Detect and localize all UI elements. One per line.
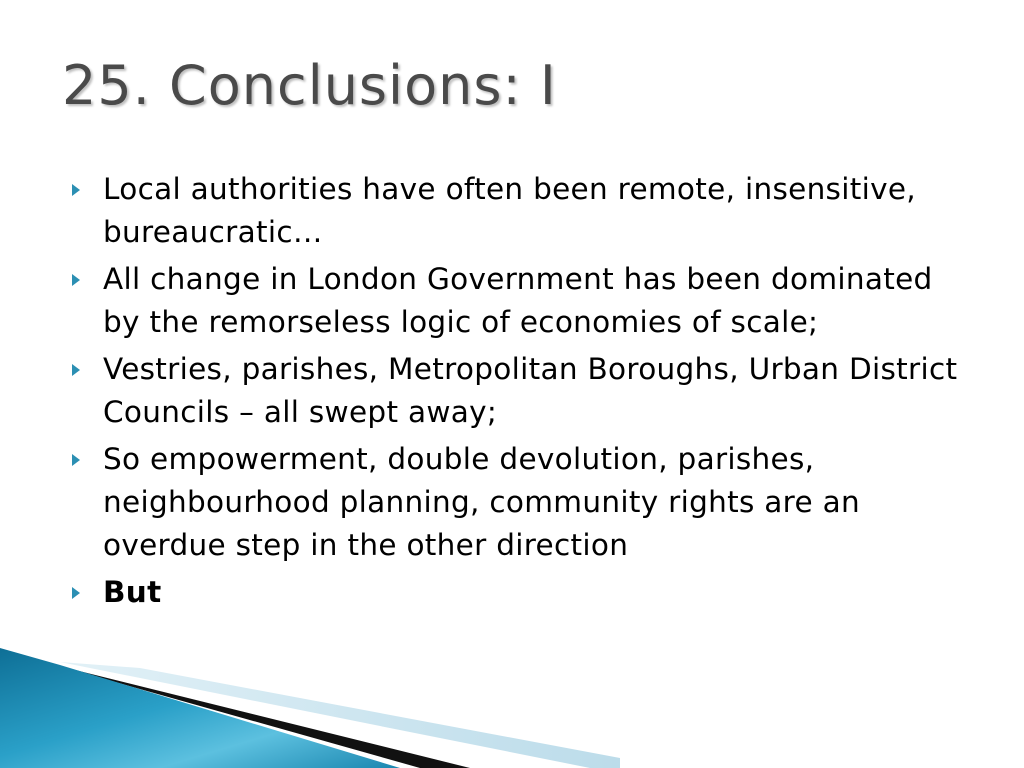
bullet-arrow-icon [72, 364, 80, 376]
bullet-text: So empowerment, double devolution, parishes, neighbourhood planning, community rights are an overdue step in the other direction [103, 442, 860, 562]
bullet-item [72, 348, 977, 434]
bullet-item [72, 571, 977, 614]
bullet-text: But [103, 575, 162, 609]
bullet-text: Local authorities have often been remote, insensitive, bureaucratic… [103, 172, 916, 249]
bullet-arrow-icon [72, 454, 80, 466]
decor-dark-wedge [55, 665, 470, 768]
bullet-item [72, 258, 977, 344]
bullet-text: Vestries, parishes, Metropolitan Boroughs, Urban District Councils – all swept away; [103, 352, 958, 429]
bullet-list [72, 168, 977, 618]
bullet-arrow-icon [72, 587, 80, 599]
bullet-item [72, 438, 977, 567]
decor-light-band [60, 662, 620, 768]
bullet-arrow-icon [72, 184, 80, 196]
bullet-text: All change in London Government has been dominated by the remorseless logic of economies of scale; [103, 262, 933, 339]
slide-title: 25. Conclusions: I [62, 54, 557, 117]
decor-blue-wedge [0, 648, 400, 768]
bullet-arrow-icon [72, 274, 80, 286]
bullet-item [72, 168, 977, 254]
